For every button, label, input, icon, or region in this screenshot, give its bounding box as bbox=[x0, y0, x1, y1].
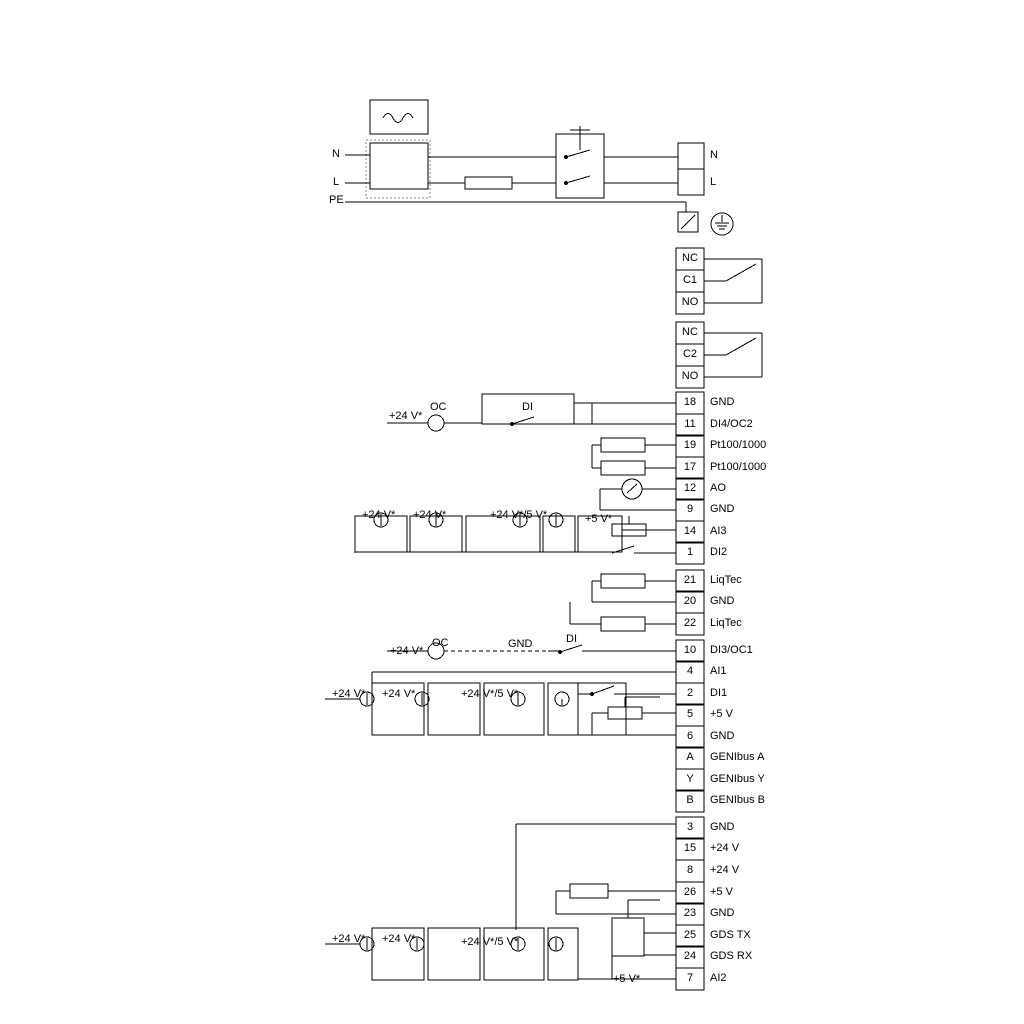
di-top-contact bbox=[512, 417, 534, 424]
switch-node-l bbox=[564, 181, 567, 184]
terminal-n-out bbox=[678, 143, 704, 169]
annotation-oc-mid: OC bbox=[432, 637, 449, 649]
label-relay1-c: C1 bbox=[682, 274, 698, 286]
annotation-di-mid: DI bbox=[566, 633, 577, 645]
terminal-name-14: AI3 bbox=[710, 525, 727, 537]
terminal-num-A: A bbox=[686, 751, 694, 763]
terminal-num-6: 6 bbox=[686, 730, 694, 742]
annotation-di-top: DI bbox=[522, 401, 533, 413]
terminal-name-9: GND bbox=[710, 503, 735, 515]
di-mid-contact bbox=[560, 645, 582, 652]
terminal-num-15: 15 bbox=[683, 842, 697, 854]
oc-top-source-circle bbox=[428, 415, 444, 431]
ai3-src-box-3 bbox=[466, 516, 540, 552]
terminal-num-8: 8 bbox=[686, 864, 694, 876]
terminal-num-23: 23 bbox=[683, 907, 697, 919]
annotation-gnd-mid: GND bbox=[508, 638, 533, 650]
annotation-v24-di-top: +24 V* bbox=[389, 410, 423, 422]
liqtec-sensor-1 bbox=[601, 574, 645, 588]
gds-module bbox=[612, 918, 644, 956]
label-relay2-no: NO bbox=[681, 370, 699, 382]
emc-filter-box bbox=[370, 100, 428, 134]
terminal-name-1: DI2 bbox=[710, 546, 728, 558]
terminal-name-6: GND bbox=[710, 730, 735, 742]
label-n-output: N bbox=[710, 149, 718, 161]
terminal-num-5: 5 bbox=[686, 708, 694, 720]
label-pe: PE bbox=[329, 194, 344, 206]
terminal-name-21: LiqTec bbox=[710, 574, 742, 586]
annotation-v24-c0: +24 V* bbox=[332, 933, 366, 945]
label-l-input: L bbox=[333, 176, 340, 188]
terminal-num-7: 7 bbox=[686, 972, 694, 984]
terminal-num-21: 21 bbox=[683, 574, 697, 586]
terminal-num-9: 9 bbox=[686, 503, 694, 515]
label-n-input: N bbox=[332, 148, 340, 160]
terminal-num-25: 25 bbox=[683, 929, 697, 941]
annotation-v5-c: +5 V* bbox=[613, 973, 641, 985]
gds-resistor bbox=[570, 884, 608, 898]
annotation-v24-b0: +24 V* bbox=[332, 688, 366, 700]
terminal-name-7: AI2 bbox=[710, 972, 727, 984]
label-l-output: L bbox=[710, 176, 717, 188]
ai1-potentiometer bbox=[608, 707, 642, 719]
annotation-v24-5v-c: +24 V*/5 V* bbox=[461, 936, 519, 948]
annotation-v24-b1: +24 V* bbox=[382, 688, 416, 700]
terminal-l-out bbox=[678, 169, 704, 195]
terminal-num-4: 4 bbox=[686, 665, 694, 677]
terminal-name-5: +5 V bbox=[710, 708, 733, 720]
annotation-v24-di-mid: +24 V* bbox=[390, 645, 424, 657]
label-relay1-no: NO bbox=[681, 296, 699, 308]
terminal-num-20: 20 bbox=[683, 595, 697, 607]
ai1-src-box-4 bbox=[548, 683, 578, 735]
terminal-name-22: LiqTec bbox=[710, 617, 742, 629]
terminal-num-17: 17 bbox=[683, 461, 697, 473]
terminal-num-10: 10 bbox=[683, 644, 697, 656]
terminal-num-2: 2 bbox=[686, 687, 694, 699]
waveform-icon bbox=[383, 114, 413, 123]
terminal-name-26: +5 V bbox=[710, 886, 733, 898]
terminal-num-1: 1 bbox=[686, 546, 694, 558]
terminal-num-19: 19 bbox=[683, 439, 697, 451]
di-top-node bbox=[510, 422, 513, 425]
terminal-name-4: AI1 bbox=[710, 665, 727, 677]
terminal-name-18: GND bbox=[710, 396, 735, 408]
relay1-armature bbox=[726, 264, 756, 281]
label-relay1-nc: NC bbox=[682, 252, 698, 264]
terminal-name-B: GENIbus B bbox=[710, 794, 766, 806]
terminal-num-B: B bbox=[686, 794, 694, 806]
switch-contact-n bbox=[566, 150, 590, 157]
annotation-v24-a2: +24 V* bbox=[413, 509, 447, 521]
di2-contact bbox=[612, 546, 634, 553]
terminal-name-A: GENIbus A bbox=[710, 751, 765, 763]
terminal-num-3: 3 bbox=[686, 821, 694, 833]
terminal-name-3: GND bbox=[710, 821, 735, 833]
terminal-name-20: GND bbox=[710, 595, 735, 607]
terminal-name-10: DI3/OC1 bbox=[710, 644, 753, 656]
switch-contact-l bbox=[566, 176, 590, 183]
terminal-num-26: 26 bbox=[683, 886, 697, 898]
annotation-v24-5v-b: +24 V*/5 V* bbox=[461, 688, 519, 700]
terminal-num-22: 22 bbox=[683, 617, 697, 629]
terminal-name-24: GDS RX bbox=[710, 950, 753, 962]
terminal-num-11: 11 bbox=[684, 418, 696, 430]
terminal-num-12: 12 bbox=[683, 482, 697, 494]
annotation-v24-5v-a: +24 V*/5 V* bbox=[490, 509, 548, 521]
terminal-name-19: Pt100/1000 bbox=[710, 439, 767, 451]
power-module-box bbox=[370, 143, 428, 189]
annotation-v24-a1: +24 V* bbox=[362, 509, 396, 521]
terminal-name-12: AO bbox=[710, 482, 726, 494]
ao-meter-needle bbox=[627, 484, 637, 493]
annotation-v5-a: +5 V* bbox=[585, 513, 613, 525]
terminal-num-14: 14 bbox=[683, 525, 697, 537]
terminal-name-23: GND bbox=[710, 907, 735, 919]
di-mid-node bbox=[558, 650, 561, 653]
switch-node-n bbox=[564, 155, 567, 158]
fuse-symbol bbox=[465, 177, 512, 189]
terminal-num-18: 18 bbox=[683, 396, 697, 408]
pe-terminal-slash bbox=[681, 215, 695, 229]
label-relay2-c: C2 bbox=[682, 348, 698, 360]
terminal-name-2: DI1 bbox=[710, 687, 728, 699]
terminal-name-11: DI4/OC2 bbox=[710, 418, 753, 430]
annotation-oc-top: OC bbox=[430, 401, 447, 413]
annotation-v24-c1: +24 V* bbox=[382, 933, 416, 945]
di1-contact bbox=[592, 686, 614, 694]
terminal-name-8: +24 V bbox=[710, 864, 740, 876]
pt100-sensor-2 bbox=[601, 461, 645, 475]
label-relay2-nc: NC bbox=[682, 326, 698, 338]
pt100-sensor-1 bbox=[601, 438, 645, 452]
ai3-src-box-4 bbox=[543, 516, 575, 552]
relay2-armature bbox=[726, 338, 756, 355]
terminal-name-Y: GENIbus Y bbox=[710, 773, 765, 785]
ai2-src-box-4 bbox=[548, 928, 578, 980]
terminal-num-Y: Y bbox=[686, 773, 694, 785]
terminal-name-17: Pt100/1000 bbox=[710, 461, 767, 473]
terminal-name-15: +24 V bbox=[710, 842, 740, 854]
liqtec-sensor-2 bbox=[601, 617, 645, 631]
terminal-name-25: GDS TX bbox=[710, 929, 751, 941]
terminal-num-24: 24 bbox=[683, 950, 697, 962]
